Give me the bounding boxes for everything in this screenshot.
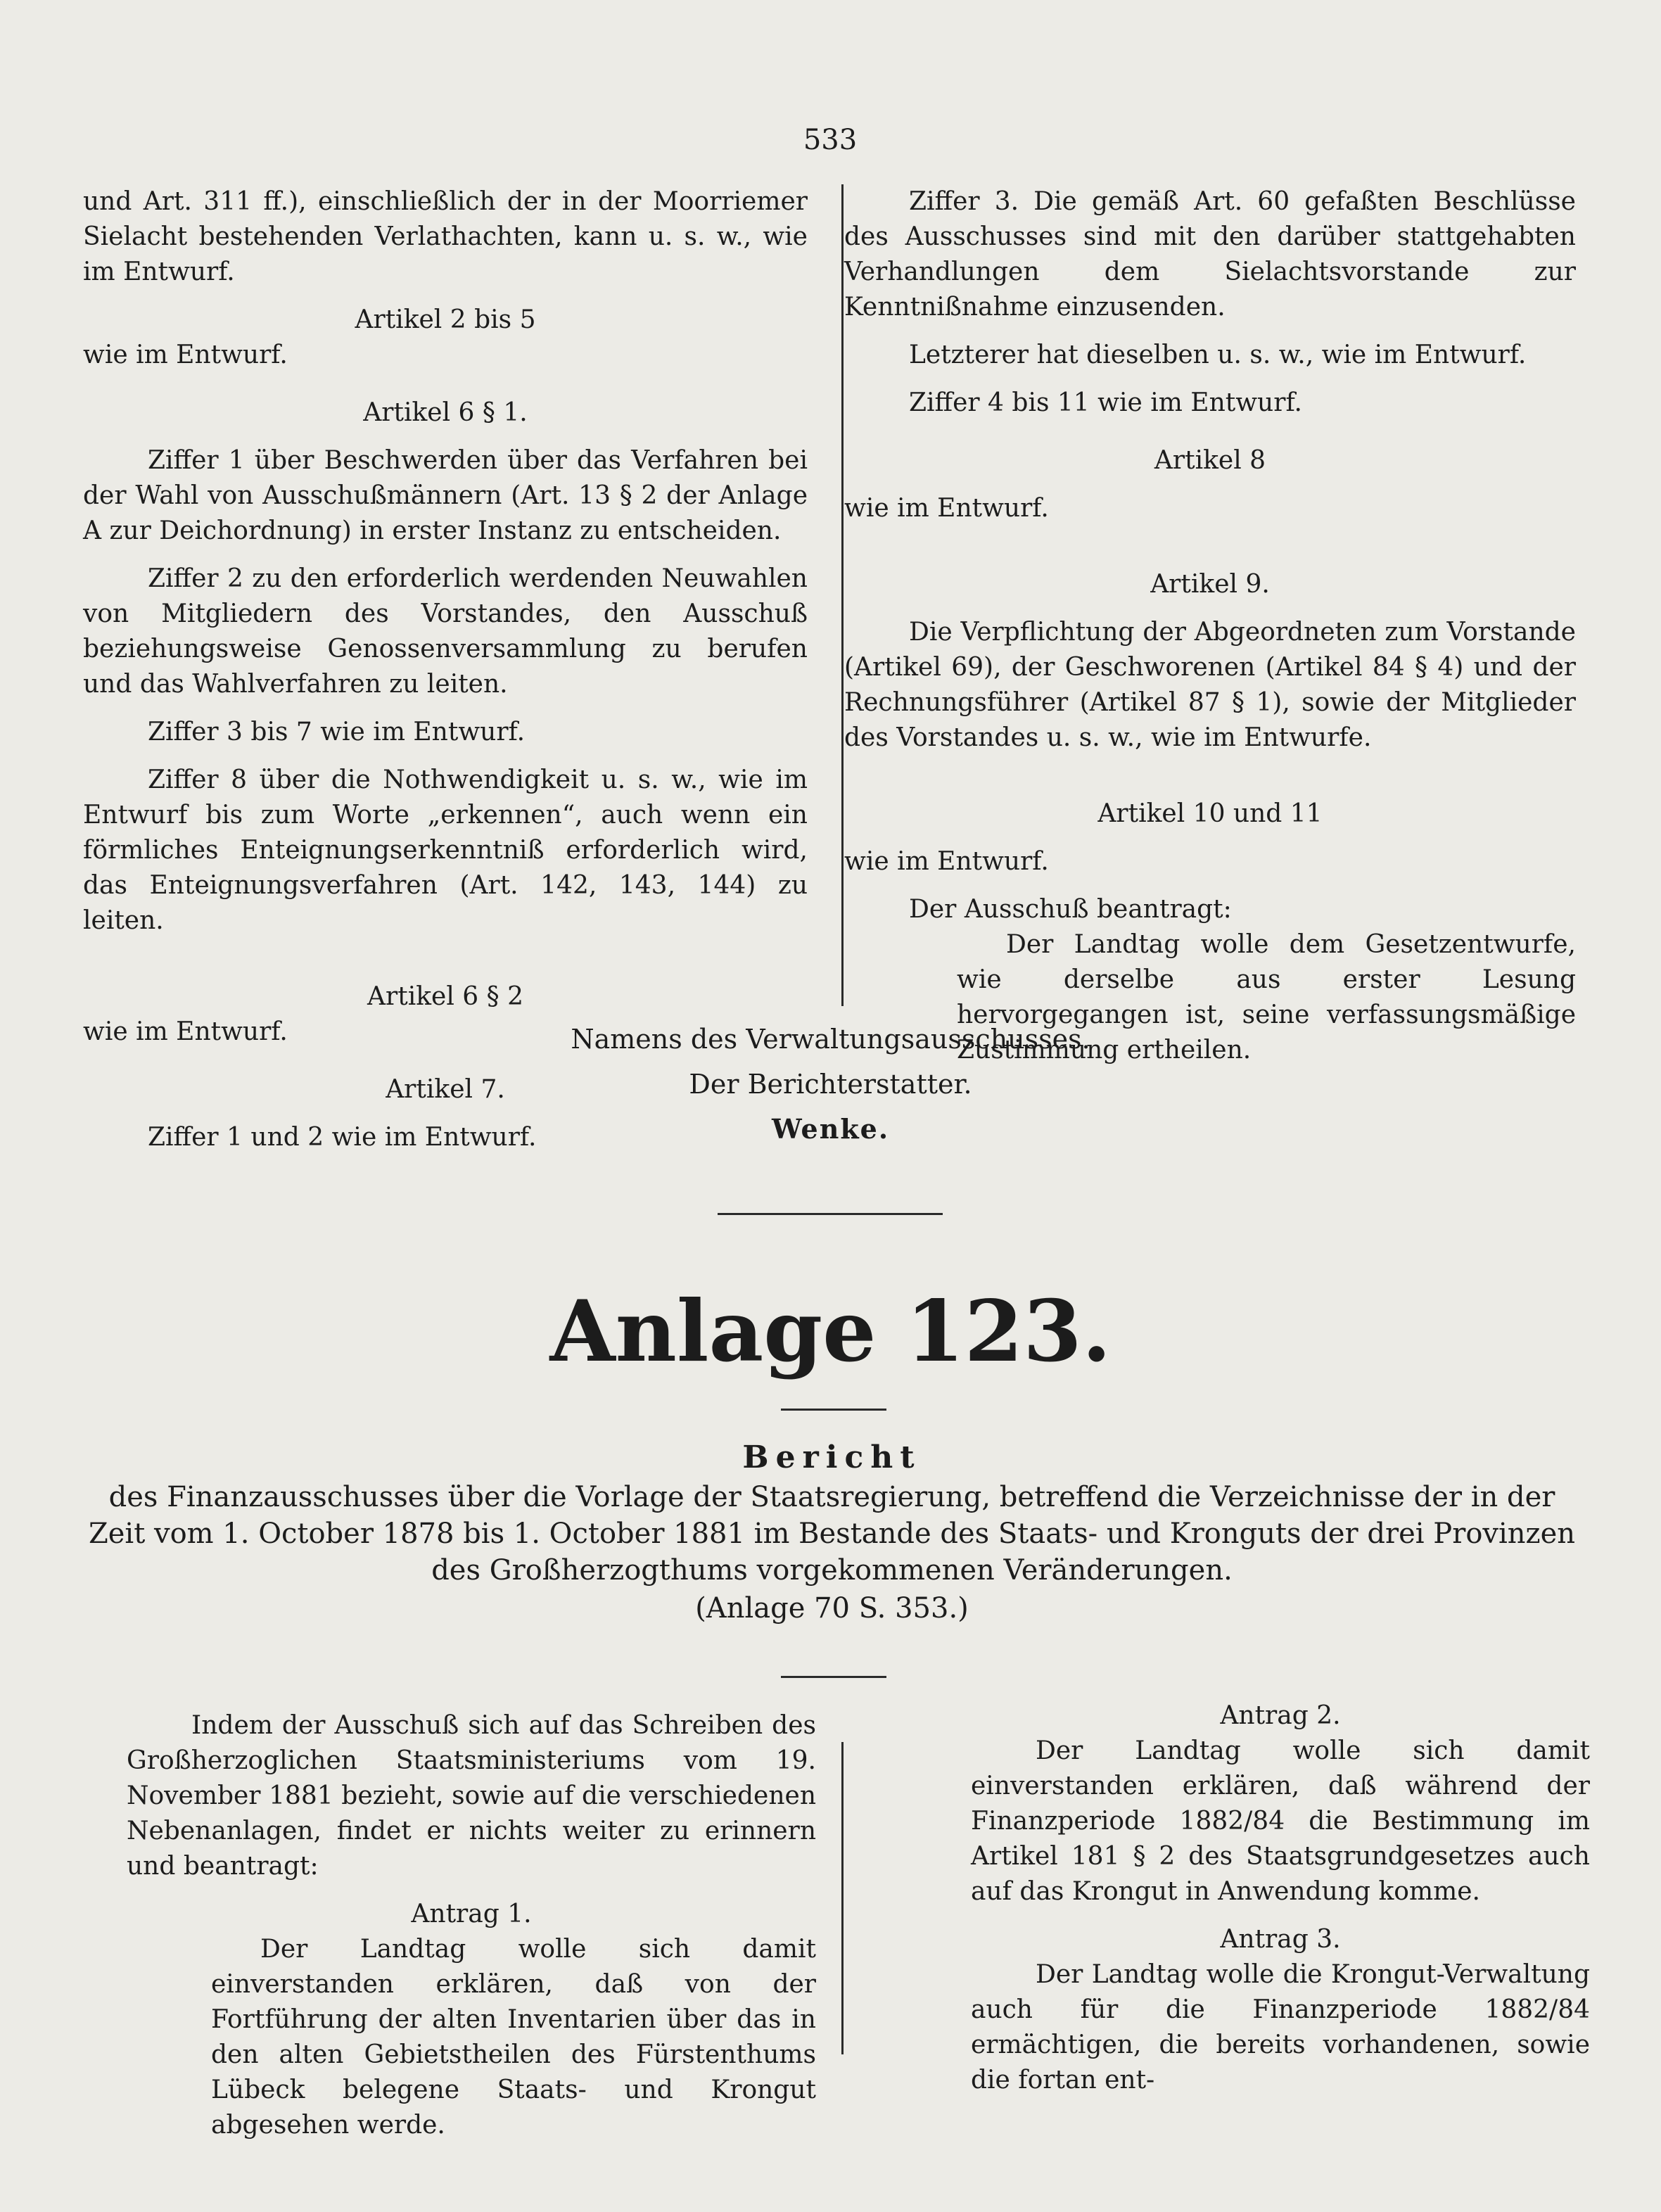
antrag-2-heading: Antrag 2. — [1220, 1701, 1341, 1730]
report-block — [77, 1439, 1586, 1627]
signature-name: Wenke. — [771, 1113, 890, 1145]
antrag-paragraph: Der Landtag wolle dem Gesetzentwurfe, wie derselbe aus erster Lesung hervorgegangen ist, seine verfassungsmäßige Zustimmung ertheilen. — [957, 930, 1576, 1064]
ziffer-3-7-paragraph: Ziffer 3 bis 7 wie im Entwurf. — [148, 718, 526, 746]
antrag-1-heading: Antrag 1. — [411, 1900, 532, 1928]
article-2-5-heading: Artikel 2 bis 5 — [355, 305, 536, 334]
bottom-left-column — [127, 1708, 816, 2143]
ziffer-8-paragraph: Ziffer 8 über die Nothwendigkeit u. s. w., wie im Entwurf bis zum Worte „erkennen“, auch wenn ein förmliches Enteignungserkenntniß erforderlich wird, das Enteignungsverfahren (Art. 142, 143, 144) zu leiten. — [83, 765, 808, 935]
report-reference: (Anlage 70 S. 353.) — [695, 1592, 969, 1625]
bottom-intro-paragraph: Indem der Ausschuß sich auf das Schreiben des Großherzoglichen Staatsministeriums vom 19. November 1881 bezieht, sowie auf die verschiedenen Nebenanlagen, findet er nichts weiter zu erinnern und beantragt: — [127, 1711, 816, 1881]
column-divider-lower — [841, 1742, 844, 2054]
report-rule — [781, 1676, 886, 1678]
signature-line-2: Der Berichterstatter. — [689, 1069, 972, 1100]
report-heading: Bericht — [742, 1439, 922, 1475]
right-column — [844, 184, 1576, 1068]
letzterer-paragraph: Letzterer hat dieselben u. s. w., wie im Entwurf. — [909, 341, 1527, 369]
article-6-2-text: wie im Entwurf. — [83, 1017, 288, 1046]
article-9-heading: Artikel 9. — [1150, 570, 1270, 599]
article-6-1-heading: Artikel 6 § 1. — [363, 398, 528, 427]
left-column — [83, 184, 808, 1155]
article-8-heading: Artikel 8 — [1154, 446, 1266, 475]
article-7-text: Ziffer 1 und 2 wie im Entwurf. — [148, 1123, 537, 1152]
antrag-1-text: Der Landtag wolle sich damit einverstanden erklären, daß von der Fortführung der alten Inventarien über das in den alten Gebietstheilen des Fürstenthums Lübeck belegene Staats- und Krongut abgesehen werde. — [211, 1935, 816, 2140]
page-number: 533 — [803, 124, 858, 156]
right-ziffer-3-paragraph: Ziffer 3. Die gemäß Art. 60 gefaßten Beschlüsse des Ausschusses sind mit den darüber stattgehabten Verhandlungen dem Sielachtsvorstande zur Kenntnißnahme einzusenden. — [844, 187, 1576, 322]
antrag-2-text: Der Landtag wolle sich damit einverstanden erklären, daß während der Finanzperiode 1882/84 die Bestimmung im Artikel 181 § 2 des Staatsgrundgesetzes auch auf das Krongut in Anwendung komme. — [971, 1736, 1590, 1906]
ziffer-4-11-paragraph: Ziffer 4 bis 11 wie im Entwurf. — [909, 388, 1302, 417]
ziffer-2-paragraph: Ziffer 2 zu den erforderlich werdenden Neuwahlen von Mitgliedern des Vorstandes, den Ausschuß beziehungsweise Genossenversammlung zu berufen und das Wahlverfahren zu leiten. — [83, 564, 808, 699]
antrag-3-text: Der Landtag wolle die Krongut-Verwaltung auch für die Finanzperiode 1882/84 ermächtigen, die bereits vorhandenen, sowie die fortan ent- — [971, 1960, 1590, 2095]
report-body: des Finanzausschusses über die Vorlage der Staatsregierung, betreffend die Verzeichnisse der in der Zeit vom 1. October 1878 bis 1. October 1881 im Bestande des Staats- und Kronguts der drei Provinzen des Großherzogthums vorgekommenen Veränderungen. — [88, 1481, 1576, 1587]
beantragt-paragraph: Der Ausschuß beantragt: — [909, 895, 1232, 924]
left-intro-paragraph: und Art. 311 ff.), einschließlich der in der Moorriemer Sielacht bestehenden Verlathachten, kann u. s. w., wie im Entwurf. — [83, 187, 808, 286]
ziffer-1-paragraph: Ziffer 1 über Beschwerden über das Verfahren bei der Wahl von Ausschußmännern (Art. 13 § 2 der Anlage A zur Deichordnung) in erster Instanz zu entscheiden. — [83, 446, 808, 545]
article-10-11-heading: Artikel 10 und 11 — [1097, 799, 1323, 828]
column-divider-upper — [841, 184, 844, 1006]
title-rule — [781, 1409, 886, 1411]
article-9-text: Die Verpflichtung der Abgeordneten zum Vorstande (Artikel 69), der Geschworenen (Artikel 84 § 4) und der Rechnungsführer (Artikel 87 § 1), sowie der Mitglieder des Vorstandes u. s. w., wie im Entwurfe. — [844, 618, 1576, 752]
antrag-3-heading: Antrag 3. — [1220, 1925, 1341, 1954]
signature-line-1: Namens des Verwaltungsausschusses. — [571, 1024, 1090, 1055]
article-10-11-text: wie im Entwurf. — [844, 847, 1049, 876]
article-7-heading: Artikel 7. — [386, 1075, 505, 1104]
article-6-2-heading: Artikel 6 § 2 — [367, 982, 523, 1011]
article-2-5-text: wie im Entwurf. — [83, 341, 288, 369]
anlage-title: Anlage 123. — [549, 1282, 1112, 1381]
article-8-text: wie im Entwurf. — [844, 494, 1049, 523]
bottom-right-column — [971, 1698, 1590, 2098]
separator-rule — [718, 1213, 943, 1215]
